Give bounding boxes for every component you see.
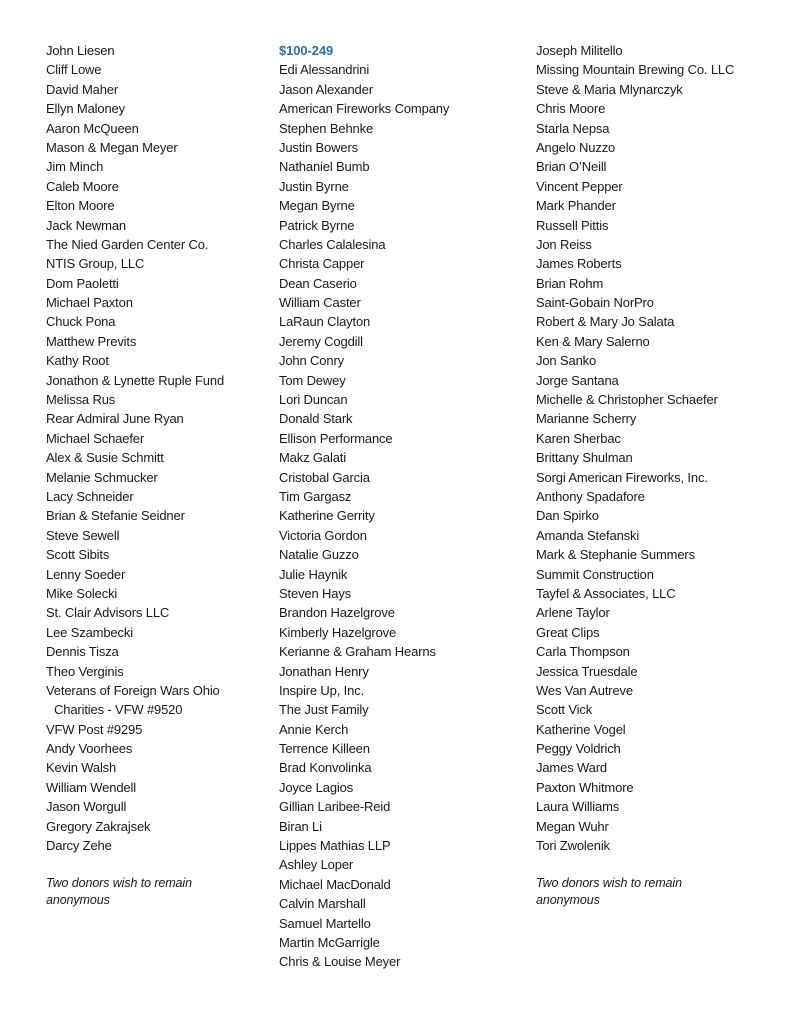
donor-name: Jeremy Cogdill xyxy=(279,333,363,349)
donor-name: Carla Thompson xyxy=(536,644,630,660)
donor-name: Brandon Hazelgrove xyxy=(279,605,395,621)
donor-name: Wes Van Autreve xyxy=(536,682,633,698)
donor-name: The Just Family xyxy=(279,702,369,718)
donor-name: VFW Post #9295 xyxy=(46,721,143,737)
donor-name: Steve & Maria Mlynarczyk xyxy=(536,81,683,97)
donor-name: Justin Byrne xyxy=(279,178,349,194)
donor-name: Joseph Militello xyxy=(536,43,623,58)
donor-name: Kerianne & Graham Hearns xyxy=(279,644,436,660)
donor-name: Charles Calalesina xyxy=(279,236,386,252)
donor-name: Rear Admiral June Ryan xyxy=(46,411,184,427)
donor-name: Steven Hays xyxy=(279,585,352,601)
note-line: anonymous xyxy=(536,893,600,908)
donor-name: Chris Moore xyxy=(536,101,606,117)
donor-name: Chuck Pona xyxy=(46,314,116,330)
donor-name: Scott Sibits xyxy=(46,547,110,563)
donor-name: Jason Alexander xyxy=(279,81,373,97)
donor-name: Darcy Zehe xyxy=(46,838,112,854)
donor-name: Elton Moore xyxy=(46,198,115,214)
donor-name: American Fireworks Company xyxy=(279,101,450,117)
donor-name: Inspire Up, Inc. xyxy=(279,682,365,698)
anonymous-donors-note xyxy=(536,875,781,910)
donor-name: Aaron McQueen xyxy=(46,120,139,136)
donor-name: Calvin Marshall xyxy=(279,896,366,912)
donor-name: Gregory Zakrajsek xyxy=(46,818,151,834)
donor-name: Andy Voorhees xyxy=(46,741,133,757)
donor-name: John Conry xyxy=(279,353,344,369)
donor-name: Amanda Stefanski xyxy=(536,527,640,543)
donor-name: Tom Dewey xyxy=(279,372,346,388)
donor-name: Robert & Mary Jo Salata xyxy=(536,314,675,330)
donor-name: William Wendell xyxy=(46,779,136,795)
donor-name: Karen Sherbac xyxy=(536,430,621,446)
donor-name: Donald Stark xyxy=(279,411,353,427)
donor-name: Scott Vick xyxy=(536,702,593,718)
donor-name: Makz Galati xyxy=(279,450,346,466)
donor-name: Jorge Santana xyxy=(536,372,619,388)
donor-name: Starla Nepsa xyxy=(536,120,610,136)
donor-name: Caleb Moore xyxy=(46,178,119,194)
donor-name: Jason Worgull xyxy=(46,799,127,815)
donor-name: The Nied Garden Center Co. xyxy=(46,236,209,252)
donor-name: Brian & Stefanie Seidner xyxy=(46,508,185,524)
donor-name: Brittany Shulman xyxy=(536,450,633,466)
donor-name: Christa Capper xyxy=(279,256,365,272)
donor-name: Lori Duncan xyxy=(279,392,348,408)
donor-name: Lippes Mathias LLP xyxy=(279,838,391,854)
donor-name: Julie Haynik xyxy=(279,566,348,582)
donor-name: Tim Gargasz xyxy=(279,488,352,504)
donor-name: Jon Reiss xyxy=(536,236,592,252)
donor-name: Mark & Stephanie Summers xyxy=(536,547,695,563)
donor-name: St. Clair Advisors LLC xyxy=(46,605,170,621)
donor-name: Brian Rohm xyxy=(536,275,604,291)
donor-name: David Maher xyxy=(46,81,119,97)
donor-name: Ellison Performance xyxy=(279,430,393,446)
note-line: Two donors wish to remain xyxy=(46,875,192,890)
donor-name: Joyce Lagios xyxy=(279,779,354,795)
donor-name: Cristobal Garcia xyxy=(279,469,370,485)
donor-name: Natalie Guzzo xyxy=(279,547,359,563)
donor-name: John Liesen xyxy=(46,43,115,58)
donor-name: Paxton Whitmore xyxy=(536,779,634,795)
donor-name: Theo Verginis xyxy=(46,663,124,679)
donor-column-2 xyxy=(279,41,529,972)
donor-name: Brian O’Neill xyxy=(536,159,607,175)
donor-name: Marianne Scherry xyxy=(536,411,637,427)
donor-name: Annie Kerch xyxy=(279,721,349,737)
donor-name: Saint-Gobain NorPro xyxy=(536,295,654,311)
donor-name: Terrence Killeen xyxy=(279,741,370,757)
donor-name: Vincent Pepper xyxy=(536,178,623,194)
donor-name: Melanie Schmucker xyxy=(46,469,158,485)
donor-name: Charities - VFW #9520 xyxy=(54,702,183,718)
donor-name: Katherine Gerrity xyxy=(279,508,375,524)
donor-name: Jonathon & Lynette Ruple Fund xyxy=(46,372,225,388)
donor-name: Russell Pittis xyxy=(536,217,609,233)
donor-name: Michelle & Christopher Schaefer xyxy=(536,392,718,408)
donor-column-1 xyxy=(46,41,271,910)
donor-name: Martin McGarrigle xyxy=(279,934,380,950)
donor-list xyxy=(536,41,781,855)
donor-name: Jon Sanko xyxy=(536,353,597,369)
donor-name: Laura Williams xyxy=(536,799,620,815)
donor-name: Chris & Louise Meyer xyxy=(279,954,401,970)
donor-name: Michael MacDonald xyxy=(279,876,391,892)
donor-name: Michael Paxton xyxy=(46,295,133,311)
donor-name: Victoria Gordon xyxy=(279,527,367,543)
donor-name: Jonathan Henry xyxy=(279,663,369,679)
donor-name: Lee Szambecki xyxy=(46,624,133,640)
donor-name: Ken & Mary Salerno xyxy=(536,333,650,349)
donor-name: Dennis Tisza xyxy=(46,644,119,660)
donor-name: Jessica Truesdale xyxy=(536,663,638,679)
donor-list xyxy=(46,41,271,855)
donor-name: Nathaniel Bumb xyxy=(279,159,370,175)
donor-name: Mason & Megan Meyer xyxy=(46,139,178,155)
donor-name: Mark Phander xyxy=(536,198,616,214)
donor-name: Steve Sewell xyxy=(46,527,120,543)
donor-name: Matthew Previts xyxy=(46,333,137,349)
donor-name: Brad Konvolinka xyxy=(279,760,372,776)
donor-name: Edi Alessandrini xyxy=(279,62,370,78)
donor-name: Gillian Laribee-Reid xyxy=(279,799,391,815)
donor-name: Ashley Loper xyxy=(279,857,354,873)
donor-name: Cliff Lowe xyxy=(46,62,102,78)
donor-name: Dom Paoletti xyxy=(46,275,119,291)
donor-name: Mike Solecki xyxy=(46,585,118,601)
donor-name: Veterans of Foreign Wars Ohio xyxy=(46,682,220,698)
donor-name: Ellyn Maloney xyxy=(46,101,125,117)
donor-name: Megan Byrne xyxy=(279,198,355,214)
donor-name: Patrick Byrne xyxy=(279,217,355,233)
donor-name: Samuel Martello xyxy=(279,915,371,931)
donor-name: Peggy Voldrich xyxy=(536,741,621,757)
donor-name: William Caster xyxy=(279,295,361,311)
donor-name: Jim Minch xyxy=(46,159,104,175)
note-line: anonymous xyxy=(46,893,110,908)
donor-name: Michael Schaefer xyxy=(46,430,145,446)
note-line: Two donors wish to remain xyxy=(536,875,682,890)
donor-name: Dan Spirko xyxy=(536,508,599,524)
donor-name: Melissa Rus xyxy=(46,392,116,408)
donor-name: James Roberts xyxy=(536,256,622,272)
donor-name: Megan Wuhr xyxy=(536,818,609,834)
donor-column-3 xyxy=(536,41,781,910)
anonymous-donors-note xyxy=(46,875,271,910)
donor-name: Alex & Susie Schmitt xyxy=(46,450,164,466)
donor-name: Stephen Behnke xyxy=(279,120,374,136)
donor-name: Angelo Nuzzo xyxy=(536,139,616,155)
donor-name: Arlene Taylor xyxy=(536,605,610,621)
donor-name: Summit Construction xyxy=(536,566,654,582)
donor-name: Jack Newman xyxy=(46,217,126,233)
donor-name: Dean Caserio xyxy=(279,275,357,291)
donor-name: Missing Mountain Brewing Co. LLC xyxy=(536,62,735,78)
donor-list xyxy=(279,60,529,971)
donor-name: Sorgi American Fireworks, Inc. xyxy=(536,469,708,485)
donor-name: Lenny Soeder xyxy=(46,566,126,582)
donor-name: Tayfel & Associates, LLC xyxy=(536,585,676,601)
donor-name: LaRaun Clayton xyxy=(279,314,371,330)
donor-name: Katherine Vogel xyxy=(536,721,626,737)
donor-name: Kevin Walsh xyxy=(46,760,117,776)
donor-name: Kathy Root xyxy=(46,353,109,369)
donor-name: NTIS Group, LLC xyxy=(46,256,145,272)
donor-name: James Ward xyxy=(536,760,607,776)
donor-name: Anthony Spadafore xyxy=(536,488,645,504)
donor-name: Kimberly Hazelgrove xyxy=(279,624,397,640)
donor-name: Justin Bowers xyxy=(279,139,358,155)
giving-level-heading: $100-249 xyxy=(279,43,334,58)
donor-name: Great Clips xyxy=(536,624,600,640)
donor-name: Lacy Schneider xyxy=(46,488,134,504)
donor-name: Biran Li xyxy=(279,818,322,834)
donor-name: Tori Zwolenik xyxy=(536,838,610,854)
